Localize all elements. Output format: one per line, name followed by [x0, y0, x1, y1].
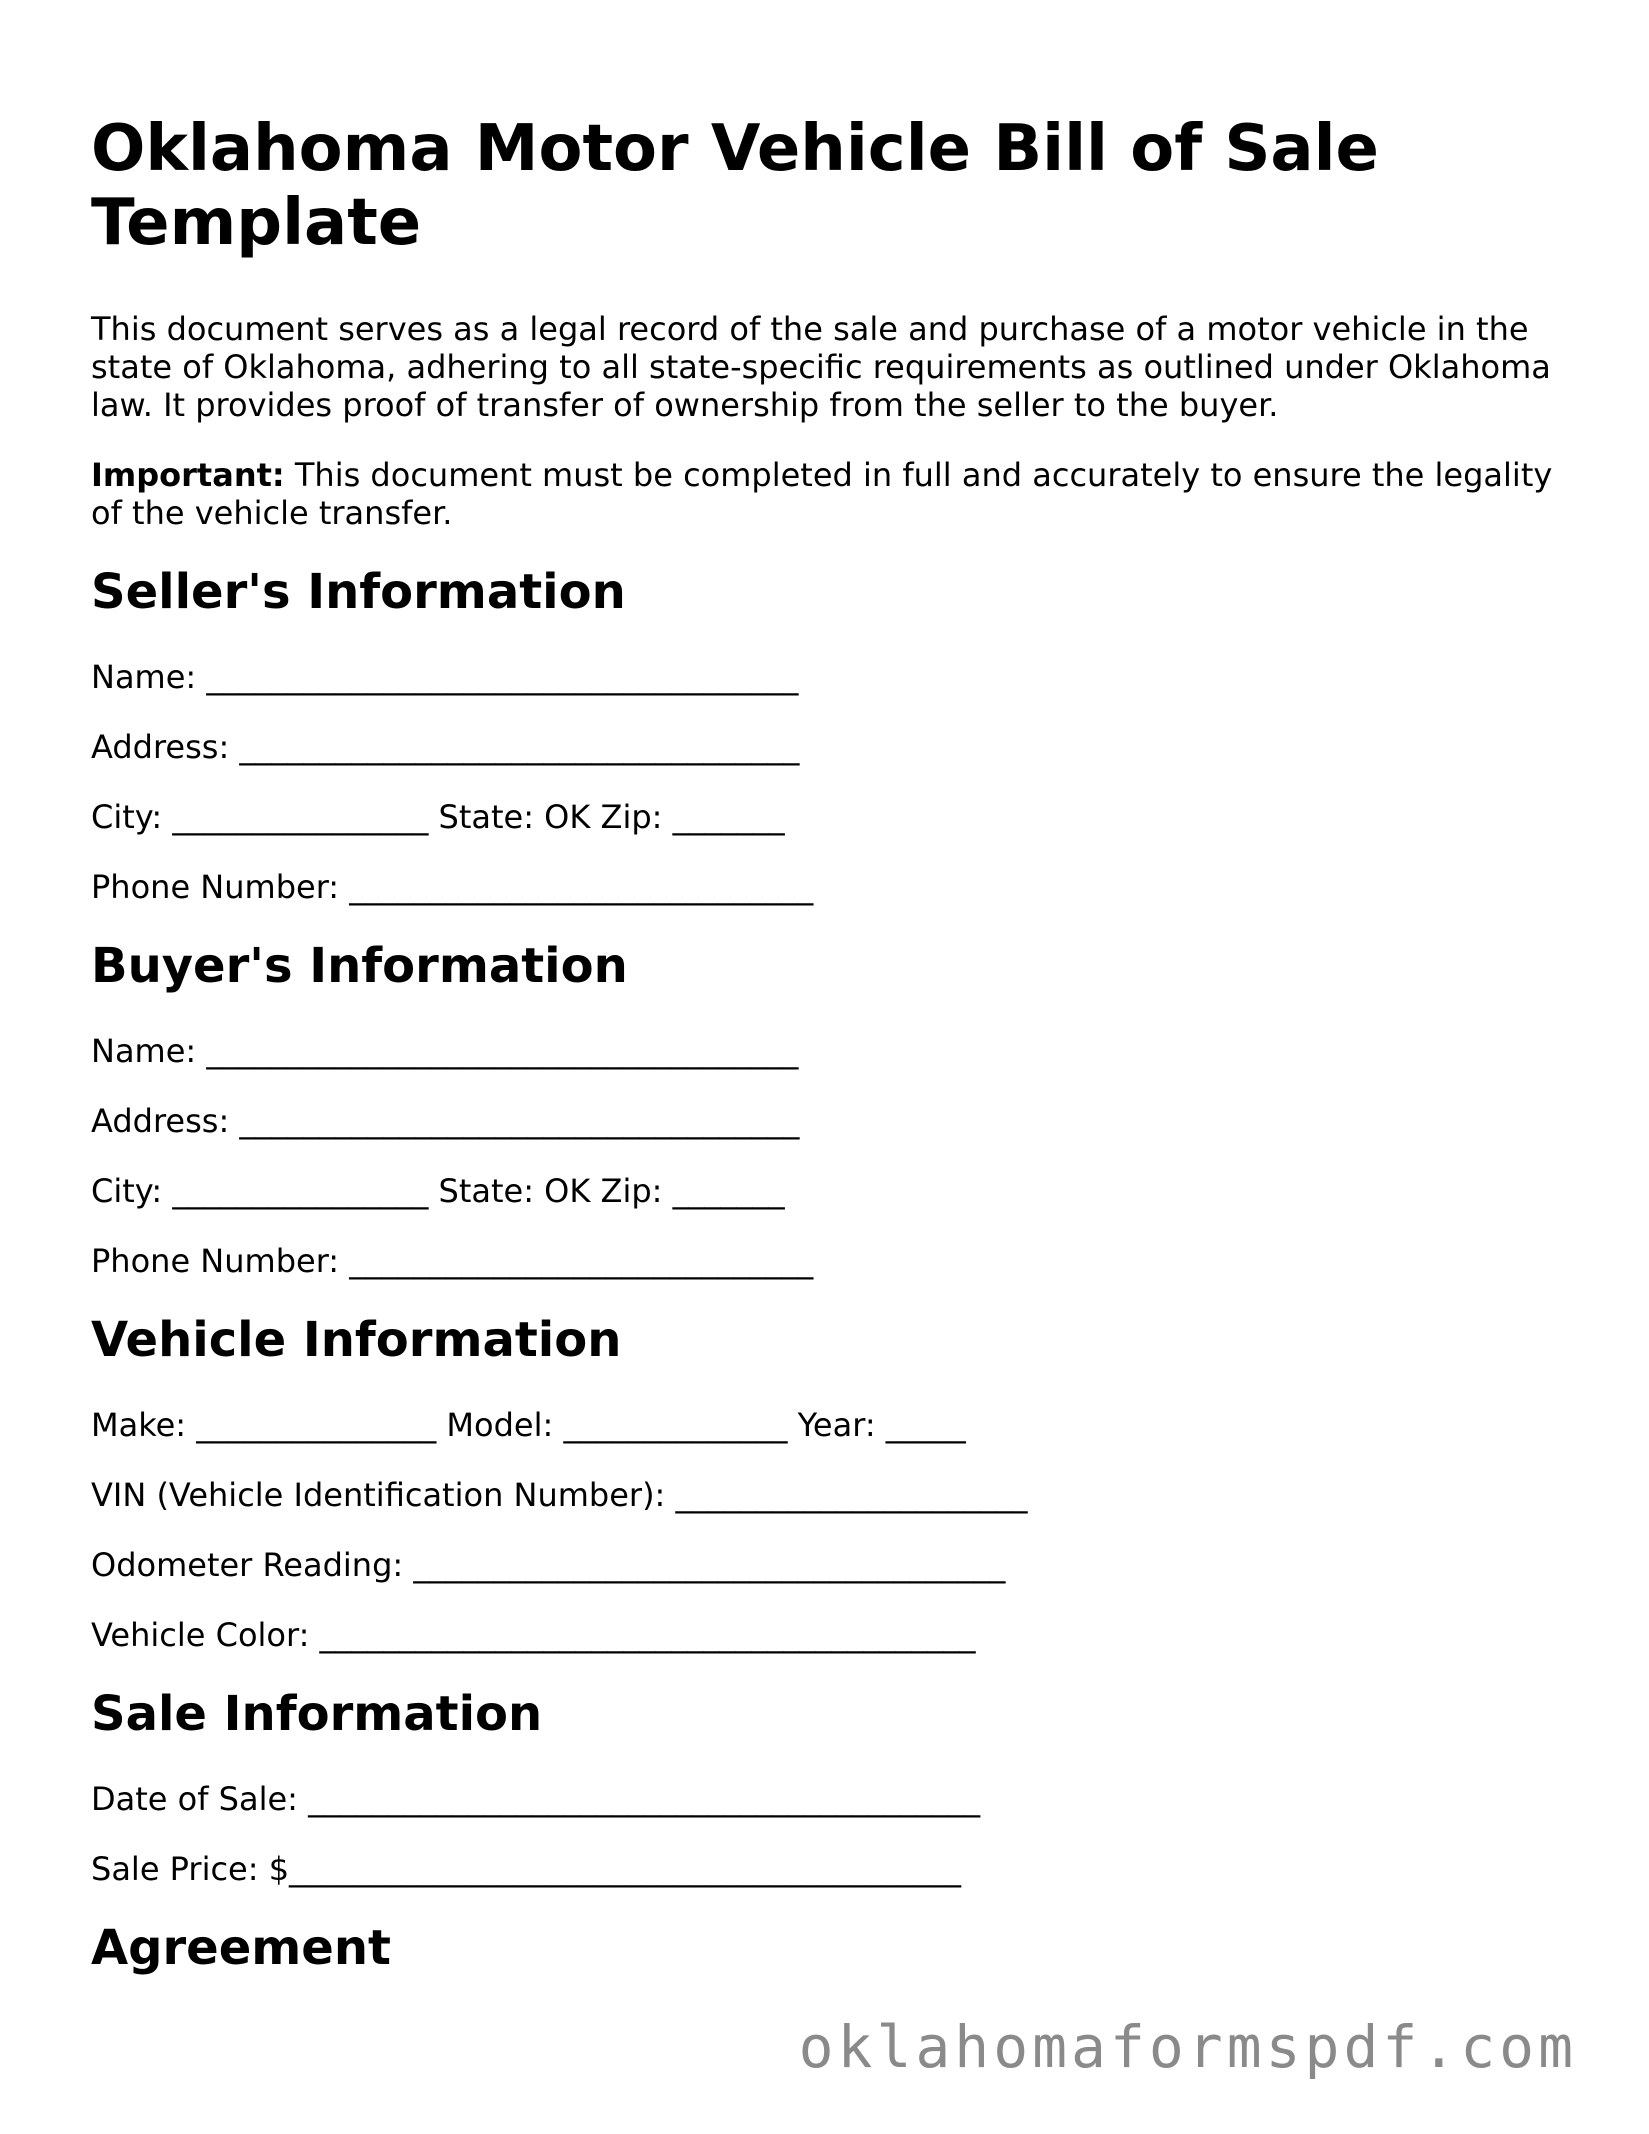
- sale-date-field: Date of Sale: __________________________________________: [91, 1780, 981, 1818]
- important-text: This document must be completed in full and accurately to ensure the legality of the vehicle transfer.: [91, 456, 1553, 532]
- watermark-text: oklahomaformspdf.com: [798, 2013, 1577, 2081]
- vehicle-section: [91, 1312, 1571, 1654]
- document-title: Oklahoma Motor Vehicle Bill of Sale Template: [91, 112, 1379, 260]
- agreement-section: [91, 1920, 1571, 1976]
- seller-heading: Seller's Information: [91, 564, 626, 620]
- important-paragraph: [91, 456, 1571, 532]
- vehicle-vin-field: VIN (Vehicle Identification Number): ______________________: [91, 1476, 1028, 1514]
- sale-section: [91, 1686, 1571, 1888]
- agreement-heading: Agreement: [91, 1920, 391, 1976]
- vehicle-heading: Vehicle Information: [91, 1312, 622, 1368]
- buyer-address-field: Address: ___________________________________: [91, 1102, 800, 1140]
- seller-address-field: Address: ___________________________________: [91, 728, 800, 766]
- buyer-city-state-zip-field: City: ________________ State: OK Zip: _______: [91, 1172, 785, 1210]
- vehicle-make-model-year-field: Make: _______________ Model: ______________ Year: _____: [91, 1406, 966, 1444]
- seller-phone-field: Phone Number: _____________________________: [91, 868, 814, 906]
- buyer-section: [91, 938, 1571, 1280]
- document-page: [91, 112, 1571, 2014]
- important-label: Important:: [91, 456, 285, 494]
- buyer-heading: Buyer's Information: [91, 938, 628, 994]
- sale-price-field: Sale Price: $__________________________________________: [91, 1850, 962, 1888]
- buyer-phone-field: Phone Number: _____________________________: [91, 1242, 814, 1280]
- seller-city-state-zip-field: City: ________________ State: OK Zip: _______: [91, 798, 785, 836]
- vehicle-color-field: Vehicle Color: _________________________________________: [91, 1616, 976, 1654]
- sale-heading: Sale Information: [91, 1686, 543, 1742]
- seller-name-field: Name: _____________________________________: [91, 658, 799, 696]
- intro-paragraph: This document serves as a legal record of the sale and purchase of a motor vehicle in the state of Oklahoma, adhering to all state-specific requirements as outlined under Oklahoma law. It provides proof of transfer of ownership from the seller to the buyer.: [91, 310, 1551, 424]
- seller-section: [91, 564, 1571, 906]
- buyer-name-field: Name: _____________________________________: [91, 1032, 799, 1070]
- vehicle-odometer-field: Odometer Reading: _____________________________________: [91, 1546, 1006, 1584]
